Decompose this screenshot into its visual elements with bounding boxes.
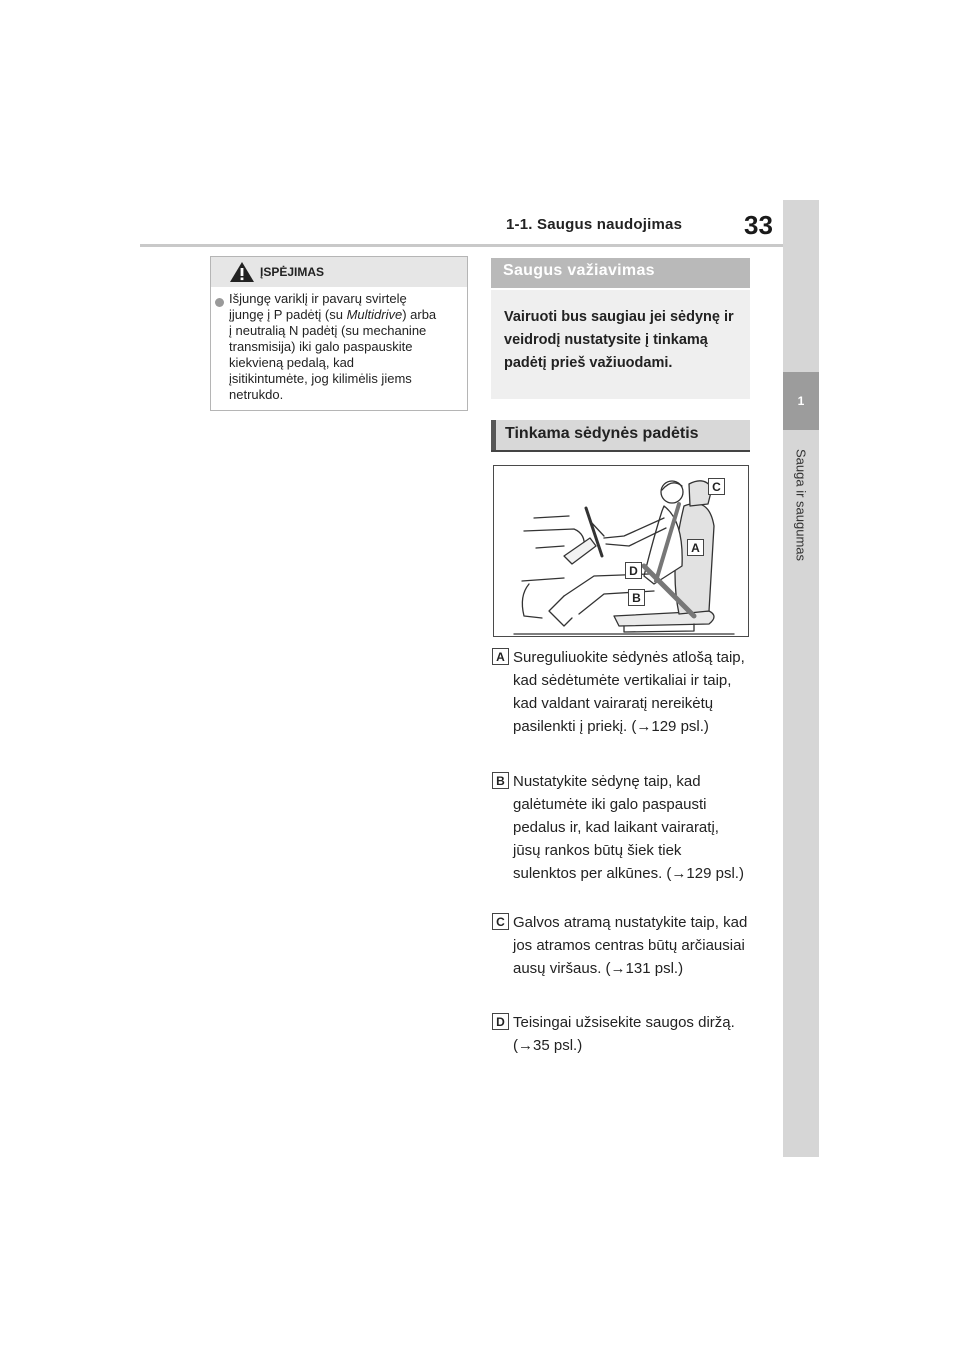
section-heading-seat-position	[491, 420, 750, 452]
item-letter-a: A	[492, 648, 509, 665]
section-title: Saugus važiavimas	[503, 262, 655, 279]
heading-accent-bar	[491, 420, 496, 450]
chapter-label: Sauga ir saugumas	[793, 448, 809, 562]
item-text-a: Sureguliuokite sėdynės atlošą taip, kad sėdėtumėte vertikaliai ir taip, kad valdant vairaratį nereikėtų pasilenkti į priekį. (→129 psl.)	[513, 649, 745, 735]
seat-position-illustration	[493, 465, 749, 637]
section-breadcrumb: 1-1. Saugus naudojimas	[506, 216, 683, 233]
warning-header	[211, 257, 467, 287]
chapter-sidebar	[783, 200, 819, 1157]
warning-triangle-icon	[229, 261, 255, 283]
section-title: Tinkama sėdynės padėtis	[505, 425, 699, 442]
warning-box	[210, 256, 468, 411]
figure-label-a: A	[687, 539, 704, 556]
page-number: 33	[744, 210, 773, 240]
item-text-b: Nustatykite sėdynę taip, kad galėtumėte iki galo paspausti pedalus ir, kad laikant vairaratį, jūsų rankos būtų šiek tiek sulenktos per alkūnes. (→129 psl.)	[513, 773, 744, 882]
chapter-number-tab[interactable]: 1	[783, 372, 819, 430]
warning-title: ĮSPĖJIMAS	[260, 265, 325, 279]
item-letter-b: B	[492, 772, 509, 789]
section-heading-safe-driving	[491, 258, 750, 288]
item-text-d: Teisingai užsisekite saugos diržą. (→35 psl.)	[513, 1014, 735, 1054]
figure-label-b: B	[628, 589, 645, 606]
warning-text: Išjungę variklį ir pavarų svirtelę įjungę į P padėtį (su Multidrive) arba į neutralią N padėtį (su mechanine transmisija) iki galo paspauskite kiekvieną pedalą, kad įsitikintumėte, jog kilimėlis jiems netrukdo.	[229, 291, 437, 402]
item-letter-c: C	[492, 913, 509, 930]
intro-text: Vairuoti bus saugiau jei sėdynę ir veidrodį nustatysite į tinkamą padėtį prieš važiuodami.	[504, 309, 734, 371]
intro-box	[491, 290, 750, 399]
figure-label-c: C	[708, 478, 725, 495]
header-divider	[140, 244, 783, 247]
figure-label-d: D	[625, 562, 642, 579]
item-letter-d: D	[492, 1013, 509, 1030]
bullet-icon	[215, 298, 224, 307]
item-text-c: Galvos atramą nustatykite taip, kad jos atramos centras būtų arčiausiai ausų viršaus. (→131 psl.)	[513, 914, 748, 977]
